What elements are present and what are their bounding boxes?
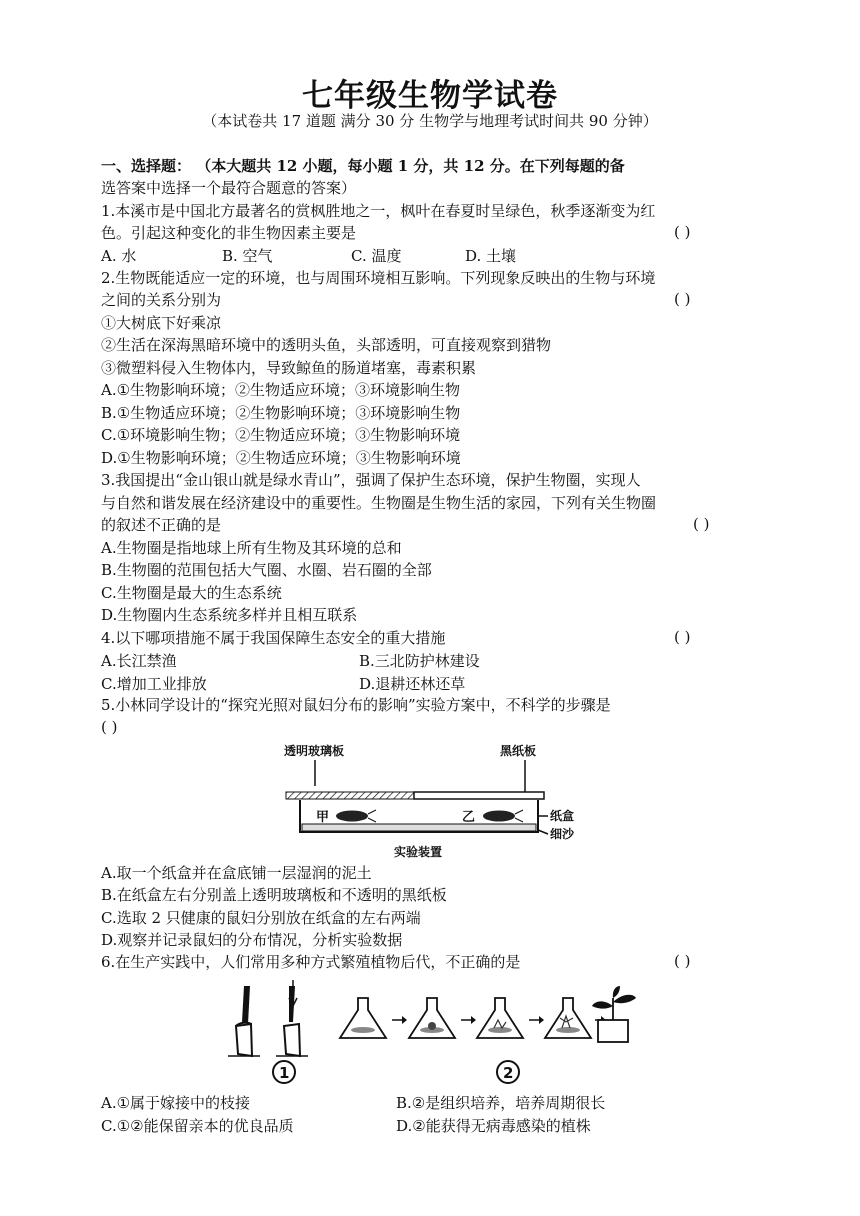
label-sand: 细沙: [550, 827, 575, 841]
label-black-paper: 黑纸板: [500, 744, 537, 758]
q5-option-b: B.在纸盒左右分别盖上透明玻璃板和不透明的黑纸板: [101, 886, 447, 904]
q1-option-d: D. 土壤: [465, 247, 517, 265]
q3-line3: 的叙述不正确的是: [101, 516, 222, 534]
black-paper-board: [414, 792, 544, 799]
q2-option-a: A.①生物影响环境；②生物适应环境；③环境影响生物: [101, 381, 461, 399]
q2-item1: ①大树底下好乘凉: [101, 314, 222, 332]
q6-answer-blank: ( ): [674, 952, 691, 970]
q4-answer-blank: ( ): [674, 628, 691, 646]
figure-caption: 实验装置: [394, 845, 443, 859]
q5-option-c: C.选取 2 只健康的鼠妇分别放在纸盒的左右两端: [101, 909, 421, 927]
q4-option-d: D.退耕还林还草: [359, 675, 466, 693]
q4-line1: 4.以下哪项措施不属于我国保障生态安全的重大措施: [101, 629, 446, 647]
grafting-illustration: [228, 980, 308, 1083]
q2-answer-blank: ( ): [674, 290, 691, 308]
potted-plant-icon: [592, 986, 636, 1042]
woodlouse-yi: [483, 811, 515, 822]
q3-line1: 3.我国提出“金山银山就是绿水青山”，强调了保护生态环境，保护生物圈，实现人: [101, 471, 641, 489]
q4-option-c: C.增加工业排放: [101, 675, 207, 693]
q3-option-c: C.生物圈是最大的生态系统: [101, 584, 282, 602]
q3-option-b: B.生物圈的范围包括大气圈、水圈、岩石圈的全部: [101, 561, 432, 579]
q2-option-b: B.①生物适应环境；②生物影响环境；③环境影响生物: [101, 404, 461, 422]
flask-icon: [477, 998, 523, 1038]
q5-answer-blank: ( ): [101, 718, 118, 736]
q2-line1: 2.生物既能适应一定的环境，也与周围环境相互影响。下列现象反映出的生物与环境: [101, 269, 656, 287]
q5-option-d: D.观察并记录鼠妇的分布情况，分析实验数据: [101, 931, 403, 949]
q6-line1: 6.在生产实践中，人们常用多种方式繁殖植物后代，不正确的是: [101, 953, 521, 971]
plant-propagation-figure: [226, 976, 646, 1086]
q1-line1: 1.本溪市是中国北方最著名的赏枫胜地之一，枫叶在春夏时呈绿色，秋季逐渐变为红: [101, 202, 656, 220]
q2-option-d: D.①生物影响环境；②生物适应环境；③生物影响环境: [101, 449, 461, 467]
q3-option-a: A.生物圈是指地球上所有生物及其环境的总和: [101, 539, 402, 557]
flask-icon: [545, 998, 591, 1038]
q2-item2: ②生活在深海黑暗环境中的透明头鱼，头部透明，可直接观察到猎物: [101, 336, 552, 354]
q4-option-a: A.长江禁渔: [101, 652, 177, 670]
label-box: 纸盒: [550, 809, 575, 823]
exam-subtitle: （本试卷共 17 道题 满分 30 分 生物学与地理考试时间共 90 分钟）: [202, 112, 658, 130]
q6-option-b: B.②是组织培养，培养周期很长: [396, 1094, 606, 1112]
experiment-apparatus-figure: [270, 738, 590, 862]
flask-icon: [340, 998, 386, 1038]
flask-icon: [409, 998, 455, 1038]
exam-title: 七年级生物学试卷: [302, 78, 558, 114]
label-jia: 甲: [316, 810, 330, 825]
q1-option-a: A. 水: [101, 247, 137, 265]
q2-option-c: C.①环境影响生物；②生物适应环境；③生物影响环境: [101, 426, 461, 444]
figure-label-2: 2: [503, 1064, 514, 1082]
q6-option-d: D.②能获得无病毒感染的植株: [396, 1117, 591, 1135]
section-heading-cont: 选答案中选择一个最符合题意的答案）: [101, 179, 357, 197]
sand-layer: [302, 824, 536, 831]
label-yi: 乙: [462, 810, 476, 825]
q2-item3: ③微塑料侵入生物体内，导致鲸鱼的肠道堵塞，毒素积累: [101, 359, 477, 377]
q5-line1: 5.小林同学设计的“探究光照对鼠妇分布的影响”实验方案中，不科学的步骤是: [101, 696, 611, 714]
q3-line2: 与自然和谐发展在经济建设中的重要性。生物圈是生物生活的家园，下列有关生物圈: [101, 494, 657, 512]
q3-answer-blank: ( ): [693, 515, 710, 533]
glass-plate: [286, 792, 414, 799]
q5-option-a: A.取一个纸盒并在盒底铺一层湿润的泥土: [101, 864, 372, 882]
q3-option-d: D.生物圈内生态系统多样并且相互联系: [101, 606, 358, 624]
q1-option-b: B. 空气: [222, 247, 273, 265]
q6-option-a: A.①属于嫁接中的枝接: [101, 1094, 251, 1112]
q2-line2: 之间的关系分别为: [101, 291, 222, 309]
label-glass-plate: 透明玻璃板: [284, 744, 345, 758]
figure-label-1: 1: [279, 1064, 290, 1082]
q4-option-b: B.三北防护林建设: [359, 652, 480, 670]
section-heading: 一、选择题： （本大题共 12 小题，每小题 1 分，共 12 分。在下列每题的备: [101, 157, 625, 175]
q1-line2: 色。引起这种变化的非生物因素主要是: [101, 224, 357, 242]
q1-option-c: C. 温度: [351, 247, 402, 265]
q6-option-c: C.①②能保留亲本的优良品质: [101, 1117, 294, 1135]
scion: [242, 986, 250, 1024]
tissue-culture-illustration: [340, 986, 636, 1083]
q1-answer-blank: ( ): [674, 223, 691, 241]
woodlouse-jia: [336, 811, 368, 822]
